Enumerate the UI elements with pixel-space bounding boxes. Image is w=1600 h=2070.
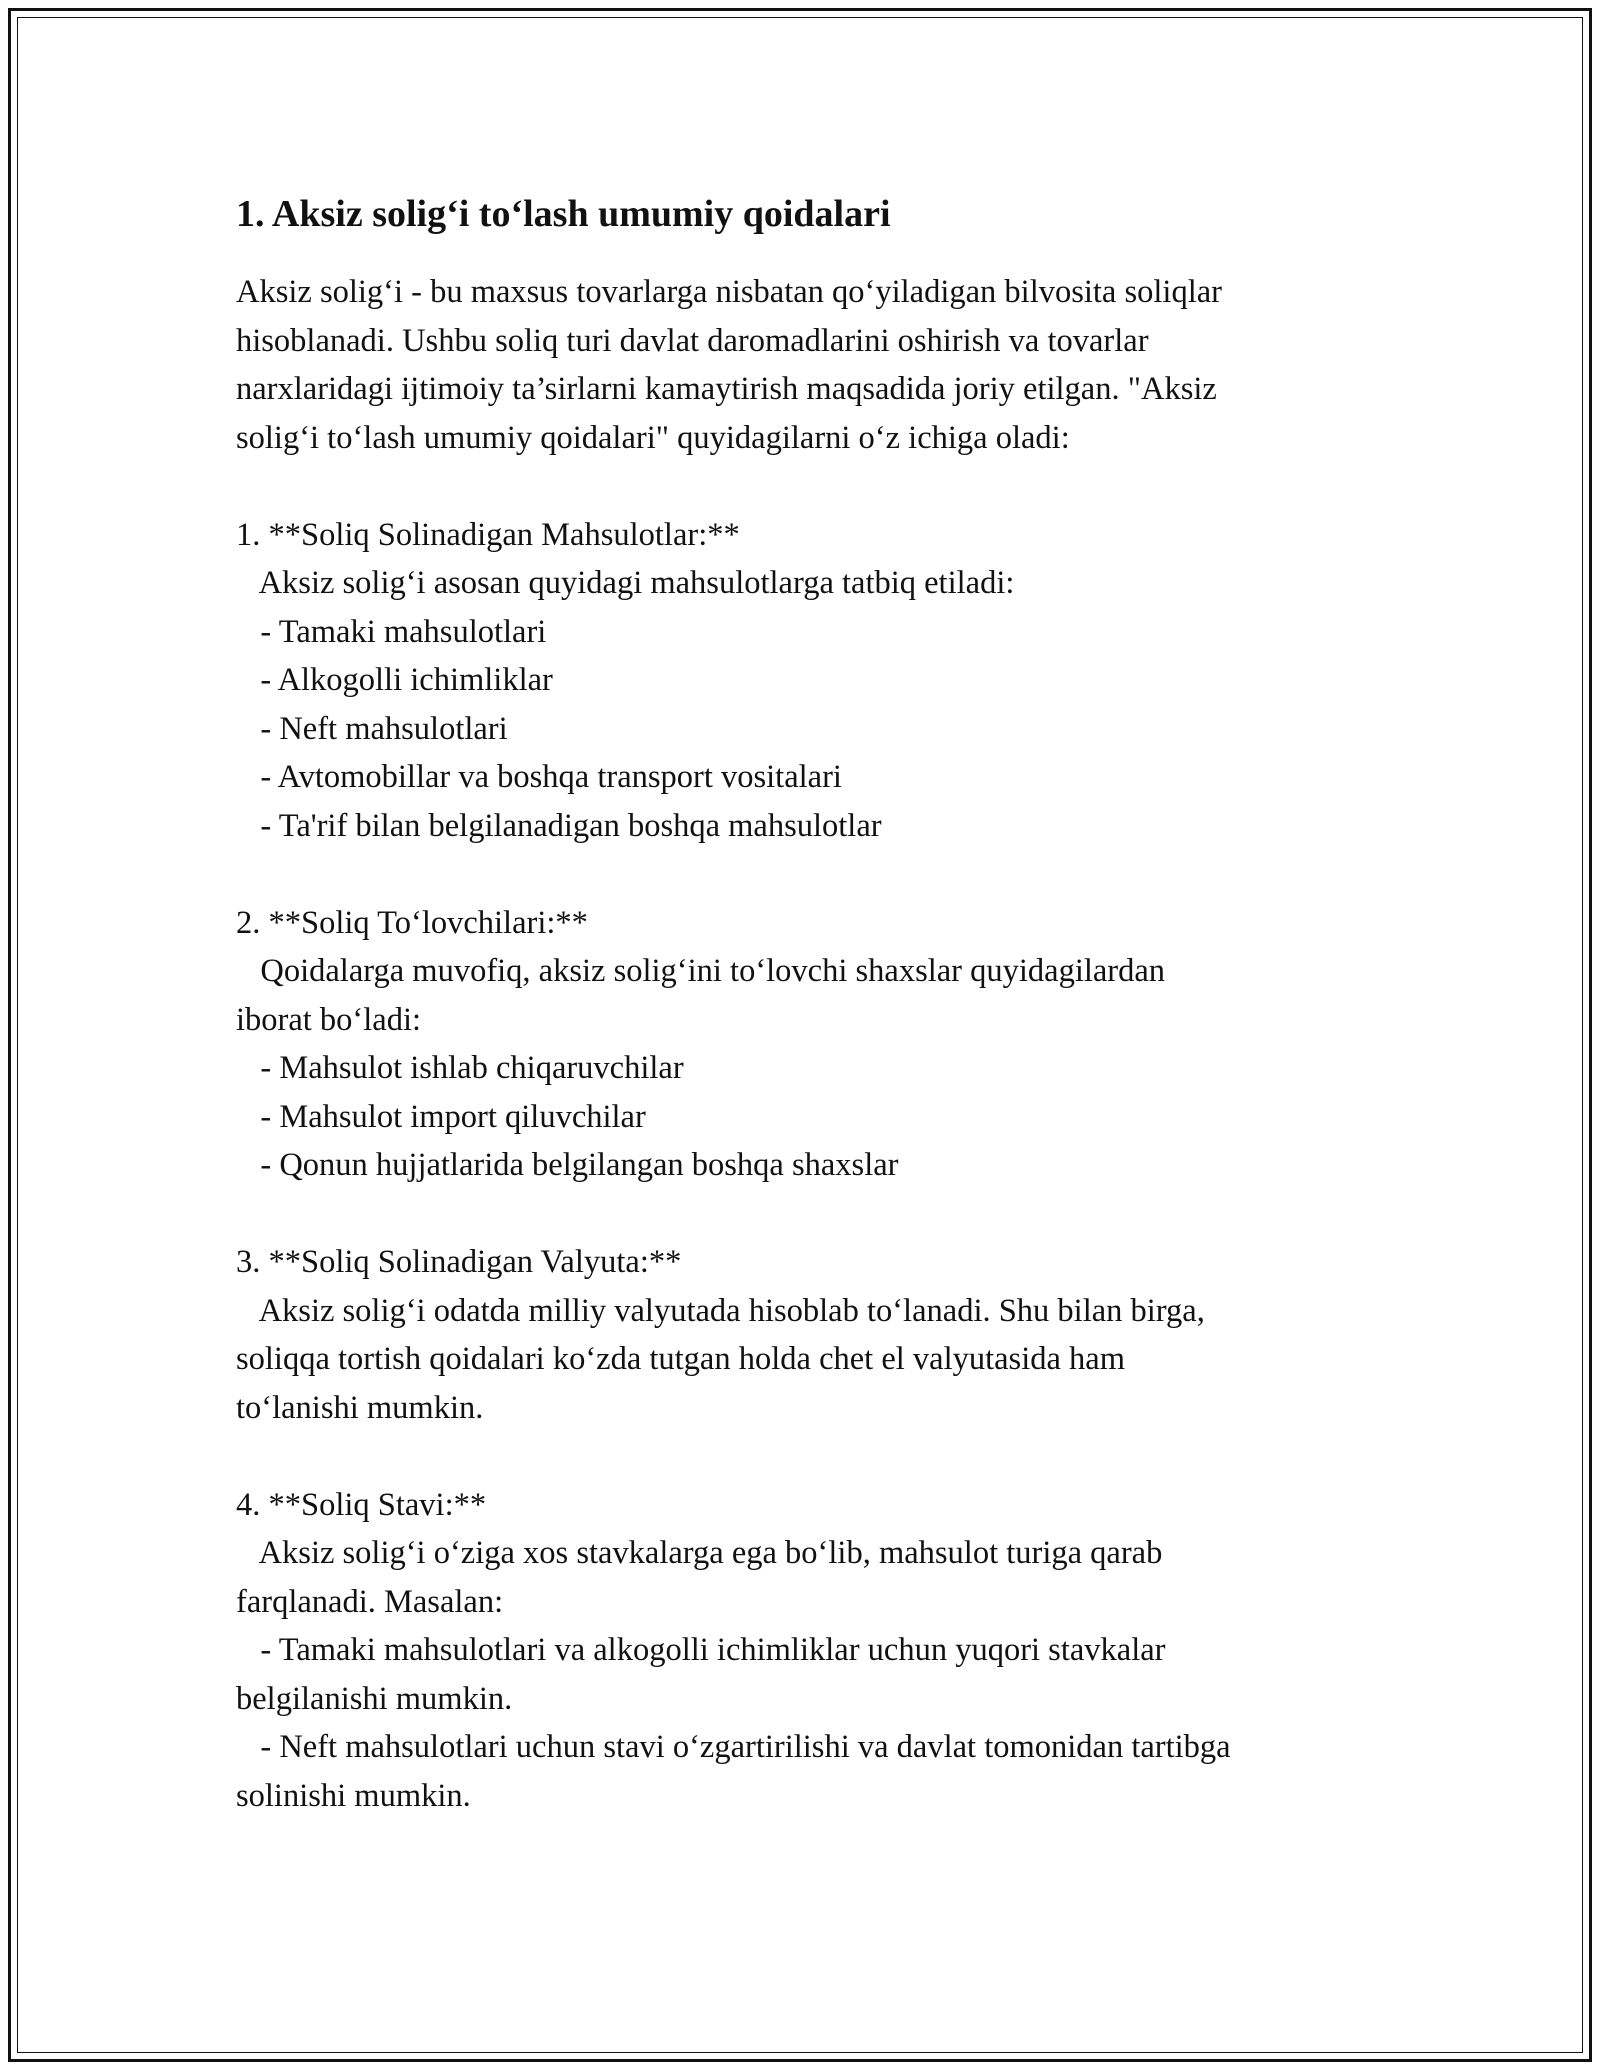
section-line: Aksiz solig‘i asosan quyidagi mahsulotlarga tatbiq etiladi: [236,565,1015,601]
section-title: 1. **Soliq Solinadigan Mahsulotlar:** [236,516,740,553]
spacer [236,462,1386,511]
list-item: - Tamaki mahsulotlari va alkogolli ichimliklar uchun yuqori stavkalar [236,1632,1166,1668]
section-rate [236,1481,1386,1821]
list-item: - Neft mahsulotlari [236,710,508,747]
list-item: - Mahsulot ishlab chiqaruvchilar [236,1050,684,1086]
list-item: - Tamaki mahsulotlari [236,613,547,650]
spacer [236,850,1386,899]
intro-line: narxlaridagi ijtimoiy ta’sirlarni kamaytirish maqsadida joriy etilgan. "Aksiz [236,371,1217,407]
intro-line: Aksiz solig‘i - bu maxsus tovarlarga nisbatan qo‘yiladigan bilvosita soliqlar [236,274,1222,310]
section-line: Qoidalarga muvofiq, aksiz solig‘ini to‘lovchi shaxslar quyidagilardan [236,953,1166,989]
section-products [236,511,1386,851]
list-item: - Ta'rif bilan belgilanadigan boshqa mahsulotlar [236,807,882,844]
section-line: solinishi mumkin. [236,1777,471,1814]
section-title: 4. **Soliq Stavi:** [236,1486,487,1523]
section-payers [236,899,1386,1190]
list-item: - Avtomobillar va boshqa transport vositalari [236,759,842,795]
list-item: - Alkogolli ichimliklar [236,662,553,698]
section-title: 3. **Soliq Solinadigan Valyuta:** [236,1244,682,1280]
section-line: belgilanishi mumkin. [236,1680,513,1717]
section-currency [236,1238,1386,1432]
list-item: - Neft mahsulotlari uchun stavi o‘zgartirilishi va davlat tomonidan tartibga [236,1729,1231,1765]
section-line: iborat bo‘ladi: [236,1001,422,1038]
section-title: 2. **Soliq To‘lovchilari:** [236,904,588,941]
intro-paragraph [236,268,1386,462]
document-body [236,186,1386,1820]
document-heading: 1. Aksiz solig‘i to‘lash umumiy qoidalari [236,193,891,235]
section-line: Aksiz solig‘i o‘ziga xos stavkalarga ega bo‘lib, mahsulot turiga qarab [236,1535,1163,1571]
intro-line: solig‘i to‘lash umumiy qoidalari" quyidagilarni o‘z ichiga oladi: [236,419,1070,456]
section-line: Aksiz solig‘i odatda milliy valyutada hisoblab to‘lanadi. Shu bilan birga, [236,1292,1205,1329]
spacer [236,1432,1386,1481]
section-line: farqlanadi. Masalan: [236,1583,504,1620]
section-line: soliqqa tortish qoidalari ko‘zda tutgan holda chet el valyutasida ham [236,1341,1125,1377]
spacer [236,1190,1386,1239]
list-item: - Mahsulot import qiluvchilar [236,1098,646,1135]
list-item: - Qonun hujjatlarida belgilangan boshqa shaxslar [236,1147,899,1183]
intro-line: hisoblanadi. Ushbu soliq turi davlat daromadlarini oshirish va tovarlar [236,322,1149,359]
section-line: to‘lanishi mumkin. [236,1389,484,1426]
